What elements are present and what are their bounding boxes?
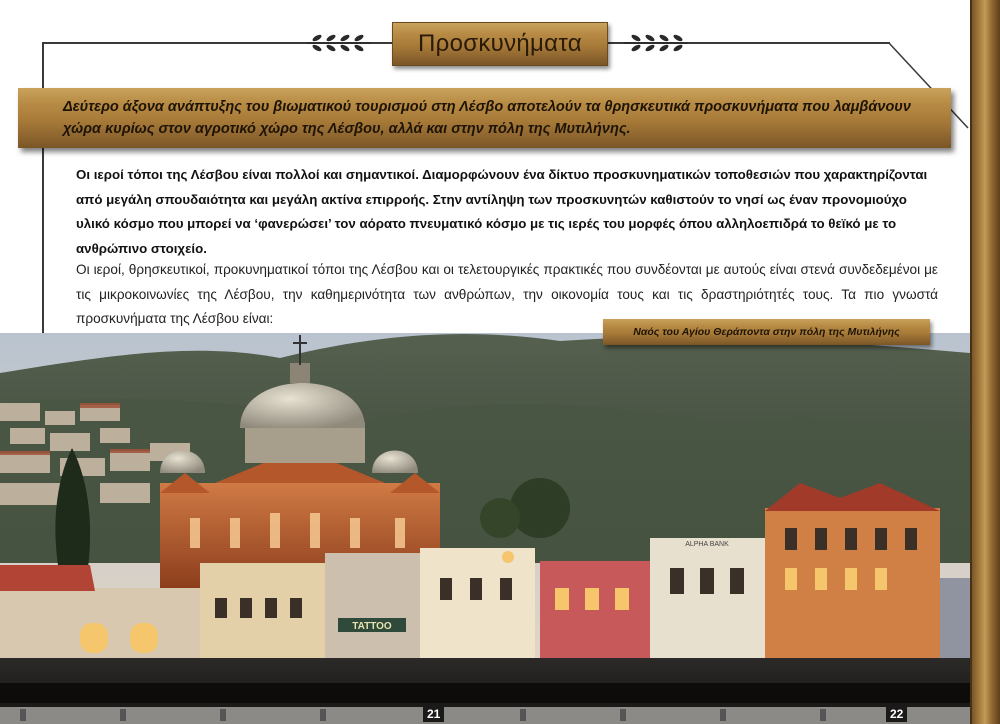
wood-edge-decoration — [970, 0, 1000, 724]
laurel-right-icon — [622, 34, 690, 52]
tattoo-sign: TATTOO — [352, 621, 392, 632]
laurel-left-icon — [305, 34, 373, 52]
intro-banner — [18, 88, 951, 148]
page-number-right: 22 — [886, 706, 907, 722]
bold-paragraph: Οι ιεροί τόποι της Λέσβου είναι πολλοί και σημαντικοί. Διαμορφώνουν ένα δίκτυο προσκυνηματικών τοποθεσιών που χαρακτηρίζονται από μεγάλη σπουδαιότητα και μεγάλη ακτίνα επιρροής. Στην αντίληψη των προσκυνητών καθιστούν το νησί ως έναν προνομιούχο υλικό κόσμο που μπορεί να ‘φανερώσει’ τον αόρατο πνευματικό κόσμο με τις ιερές του μορφές όπου αλληλοεπιδρά το θεϊκό με το ανθρώπινο στοιχείο. — [76, 167, 928, 256]
frame-line-left — [42, 42, 44, 88]
frame-line-left-lower — [42, 148, 44, 334]
church-photo — [0, 333, 970, 724]
intro-text: Δεύτερο άξονα ανάπτυξης του βιωματικού τουρισμού στη Λέσβο αποτελούν τα θρησκευτικά προσκυνήματα που λαμβάνουν χώρα κυρίως στον αγροτικό χώρο της Λέσβου, αλλά και στην πόλη της Μυτιλήνης. — [63, 99, 911, 137]
section-title-plaque — [392, 22, 608, 66]
photo-caption: Ναός του Αγίου Θεράποντα στην πόλη της Μυτιλήνης — [633, 326, 900, 338]
bank-sign: ALPHA BANK — [685, 541, 729, 548]
normal-paragraph: Οι ιεροί, θρησκευτικοί, προκυνηματικοί τόποι της Λέσβου και οι τελετουργικές πρακτικές που συνδέονται με αυτούς είναι στενά συνδεδεμένοι με τις μικροκοινωνίες της Λέσβου, την καθημερινότητα των ανθρώπων, την οικονομία τους και τις δραστηριότητές τους. Τα πιο γνωστά προσκυνήματα της Λέσβου είναι: — [76, 262, 938, 326]
page-number-left: 21 — [423, 706, 444, 722]
section-title: Προσκυνήματα — [418, 30, 582, 57]
photo-caption-plaque — [603, 319, 930, 345]
